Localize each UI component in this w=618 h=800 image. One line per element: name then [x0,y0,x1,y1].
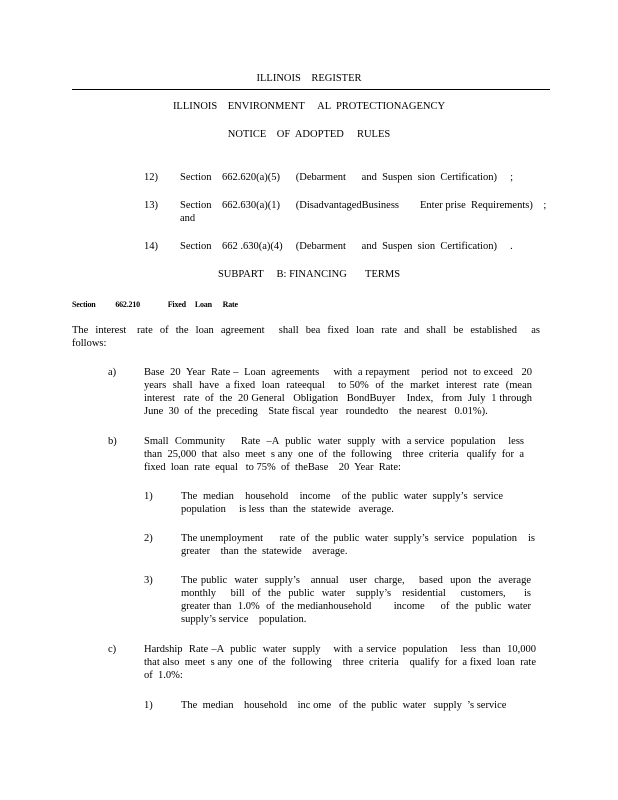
item-text-a: Base 20 Year Rate – Loan agreements with a repayment period not to exceed 20 years shall have a fixed loan rateequal to 50% of the market interest rate (mean interest rate of the 20 General Obligation BondBuyer Index, from July 1 through June 30 of the preceding State fiscal year roundedto the nearest 0.01%). [144,367,535,417]
notice-title: NOTICE OF ADOPTED RULES [227,129,391,140]
list-item-number: 14) [144,241,158,252]
subitem-text: The public water supply’s annual user charge, based upon the average monthly bill of the public water supply’s residential customers, is greater than 1.0% of the medianhousehold income of the public water supply’s service population. [181,575,539,625]
item-text-b: Small Community Rate –A public water supply with a service population less than 25,000 that also meet s any one of the following three criteria qualify for a fixed loan rate equal to 75% of theBase 20 Year Rate: [144,436,527,473]
section-number: 662.210 [115,300,140,309]
subitem-number: 1) [144,491,153,502]
list-item-text: Section 662.620(a)(5) (Debarment and Suspen sion Certification) ; [180,172,514,183]
subitem-text: The median household income of the public water supply’s service population is less than the statewide average. [181,491,506,515]
subpart-heading: SUBPART B: FINANCING TERMS [217,269,401,280]
list-item-continuation: and [180,213,196,224]
item-letter: c) [108,644,117,655]
item-letter: a) [108,367,117,378]
section-heading [72,298,238,311]
subitem-number: 2) [144,533,153,544]
agency-title: ILLINOIS ENVIRONMENT AL PROTECTIONAGENCY [172,101,446,112]
intro-paragraph: The interest rate of the loan agreement shall bea fixed loan rate and shall be established as follows: [72,325,543,349]
header-rule [72,89,550,90]
section-label: Section [72,300,96,309]
register-title: ILLINOIS REGISTER [256,73,362,84]
item-letter: b) [108,436,117,447]
subitem-text: The unemployment rate of the public water supply’s service population is greater than the statewide average. [181,533,538,557]
subitem-number: 1) [144,700,153,711]
list-item-text: Section 662.630(a)(1) (DisadvantagedBusiness Enter prise Requirements) ; [180,200,547,211]
subitem-text: The median household inc ome of the public water supply ’s service [181,700,507,711]
section-title: Fixed Loan Rate [167,300,238,309]
list-item-number: 12) [144,172,158,183]
list-item-number: 13) [144,200,158,211]
subitem-number: 3) [144,575,153,586]
item-text-c: Hardship Rate –A public water supply with a service population less than 10,000 that also meet s any one of the following three criteria qualify for a fixed loan rate of 1.0%: [144,644,539,681]
list-item-text: Section 662 .630(a)(4) (Debarment and Suspen sion Certification) . [180,241,513,252]
